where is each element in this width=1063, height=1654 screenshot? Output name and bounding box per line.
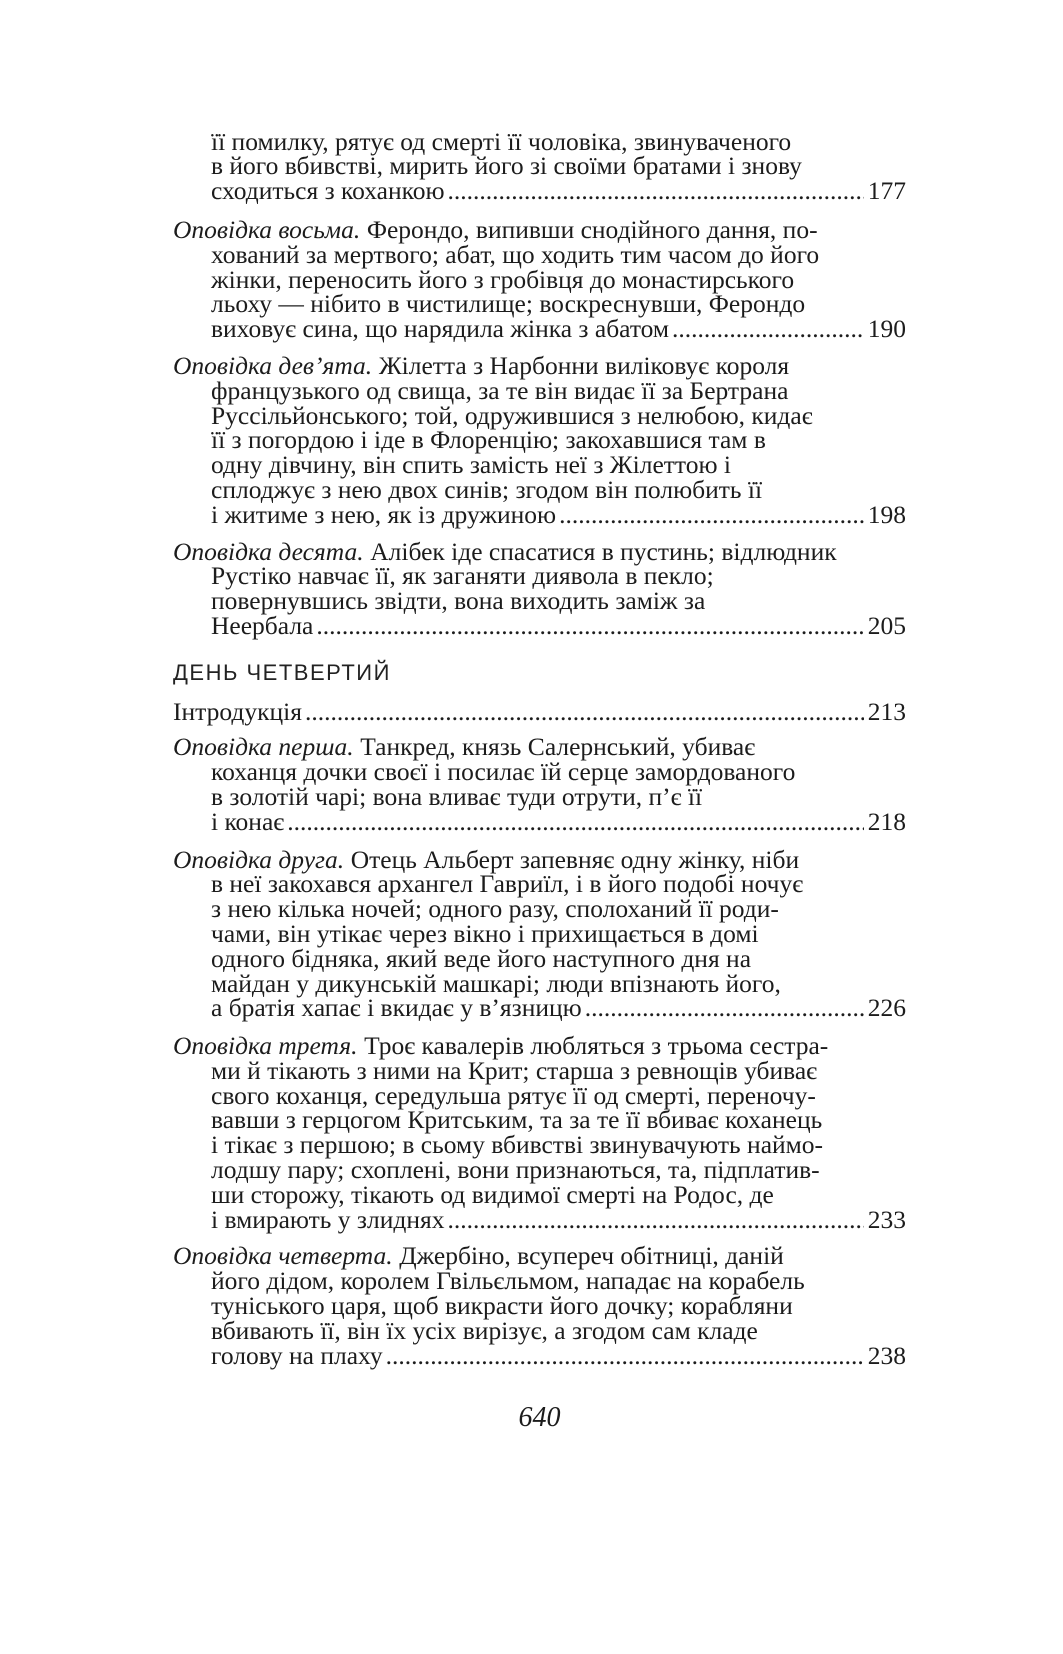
page-number: 640 [518, 1402, 561, 1433]
entry-line: хований за мертвого; абат, що ходить тим часом до його [211, 239, 820, 269]
entry-text: Інтродукція [173, 696, 302, 726]
entry-line: льоху — нібито в чистилище; воскреснувши, Ферондо [211, 289, 806, 319]
entry-line: повернувшись звідти, вона виходить заміж за [211, 586, 706, 616]
entry-line: її з погордою і іде в Флоренцію; закохавшися там в [211, 425, 766, 455]
entry-text: Жілетта з Нарбонни виліковує короля [378, 350, 790, 380]
entry-text: а братія хапає і вкидає у в’язницю [211, 993, 582, 1023]
entry-last-line [173, 314, 906, 344]
entry-last-line [173, 1204, 906, 1234]
entry-line: французького од свища, за те він видає її за Бертрана [211, 375, 789, 405]
entry-label: Оповідка десята. [173, 536, 364, 566]
page-reference: 238 [867, 1340, 906, 1370]
page-reference: 218 [867, 806, 906, 836]
page-reference: 198 [867, 499, 906, 529]
entry-text: голову на плаху [211, 1340, 383, 1370]
entry-line: в його вбивстві, мирить його зі своїми братами і знову [211, 151, 802, 181]
entry-line: сплоджує з нею двох синів; згодом він полюбить її [211, 474, 763, 504]
entry-text: Отець Альберт запевняє одну жінку, ніби [350, 844, 800, 874]
entry-line: і тікає з першою; в сьому вбивстві звинувачують наймо- [211, 1130, 824, 1160]
entry-line: в золотій чарі; вона вливає туди отрути, п’є її [211, 781, 703, 811]
page-reference: 233 [867, 1204, 906, 1234]
entry-label: Оповідка перша. [173, 732, 354, 762]
entry-line: його дідом, королем Гвільєльмом, нападає на корабель [211, 1266, 805, 1296]
page-reference: 226 [867, 993, 906, 1023]
entry-last-line [173, 993, 906, 1023]
entry-text: сходиться з коханкою [211, 176, 445, 206]
toc-entry [173, 844, 906, 1023]
entry-line: ши сторожу, тікають од видимої смерті на Родос, де [211, 1179, 774, 1209]
entry-line: Рустіко навчає її, як заганяти диявола в пекло; [211, 561, 714, 591]
toc-entry [173, 1241, 906, 1370]
table-of-contents [173, 126, 906, 1370]
entry-text: Троє кавалерів любляться з трьома сестра- [364, 1031, 829, 1061]
entry-last-line [173, 806, 906, 836]
entry-label: Оповідка третя. [173, 1031, 358, 1061]
toc-introduction [173, 696, 906, 726]
entry-line: лодшу пару; схоплені, вони признаються, та, підплатив- [211, 1155, 820, 1185]
page-reference: 205 [867, 610, 906, 640]
entry-line: коханця дочки своєї і посилає їй серце замордованого [211, 757, 796, 787]
entry-line: в неї закохався архангел Гавриїл, і в його подобі ночує [211, 869, 804, 899]
entry-line: свого коханця, середульша рятує її од смерті, переночу- [211, 1080, 816, 1110]
toc-entry [173, 350, 906, 529]
dot-leader [585, 996, 864, 1021]
entry-text: і конає [211, 806, 285, 836]
toc-entry [173, 1031, 906, 1234]
toc-entry [173, 536, 906, 640]
page-reference: 190 [867, 314, 906, 344]
dot-leader [287, 810, 864, 835]
page-reference: 177 [867, 176, 906, 206]
entry-label: Оповідка четверта. [173, 1241, 393, 1271]
dot-leader [672, 317, 864, 342]
entry-line: вбивають її, він їх усіх вирізує, а згодом сам кладе [211, 1315, 758, 1345]
entry-line: її помилку, рятує од смерті її чоловіка, звинуваченого [211, 126, 792, 156]
entry-label: Оповідка восьма. [173, 214, 361, 244]
entry-line: майдан у дикунській машкарі; люди впізнають його, [211, 968, 781, 998]
entry-line: Руссільйонського; той, одружившися з нелюбою, кидає [211, 400, 813, 430]
section-heading: ДЕНЬ ЧЕТВЕРТИЙ [173, 659, 391, 685]
entry-text: Неербала [211, 610, 314, 640]
entry-last-line [173, 610, 906, 640]
entry-label: Оповідка друга. [173, 844, 345, 874]
dot-leader [447, 1208, 863, 1233]
entry-last-line [173, 1340, 906, 1370]
toc-entry-continued [173, 126, 906, 206]
entry-label: Оповідка дев’ята. [173, 350, 373, 380]
entry-line: чами, він утікає через вікно і прихищається в домі [211, 918, 759, 948]
toc-entry [173, 214, 906, 344]
entry-line: туніського царя, щоб викрасти його дочку; корабляни [211, 1291, 793, 1321]
entry-line: одну дівчину, він спить замість неї з Жілеттою і [211, 450, 731, 480]
dot-leader [305, 700, 864, 725]
entry-text: Джербіно, всупереч обітниці, даній [399, 1241, 784, 1271]
entry-text: і житиме з нею, як із дружиною [211, 499, 557, 529]
entry-line: з нею кілька ночей; одного разу, сполоханий її роди- [211, 894, 779, 924]
dot-leader [559, 503, 864, 528]
page-reference: 213 [867, 696, 906, 726]
entry-line: жінки, переносить його з гробівця до монастирського [211, 264, 795, 294]
entry-line: ми й тікають з ними на Крит; старша з ревнощів убиває [211, 1055, 818, 1085]
entry-text: виховує сина, що нарядила жінка з абатом [211, 314, 670, 344]
entry-line: вавши з герцогом Критським, та за те її вбиває коханець [211, 1105, 823, 1135]
entry-last-line [173, 176, 906, 206]
entry-last-line [173, 499, 906, 529]
dot-leader [448, 179, 864, 204]
toc-entry [173, 732, 906, 836]
entry-text: Танкред, князь Салернський, убиває [360, 732, 756, 762]
dot-leader [386, 1344, 864, 1369]
entry-text: Ферондо, випивши снодійного дання, по- [366, 214, 818, 244]
dot-leader [316, 614, 863, 639]
entry-text: і вмирають у злиднях [211, 1204, 445, 1234]
entry-line: одного бідняка, який веде його наступного дня на [211, 943, 752, 973]
entry-text: Алібек іде спасатися в пустинь; відлюдник [370, 536, 837, 566]
